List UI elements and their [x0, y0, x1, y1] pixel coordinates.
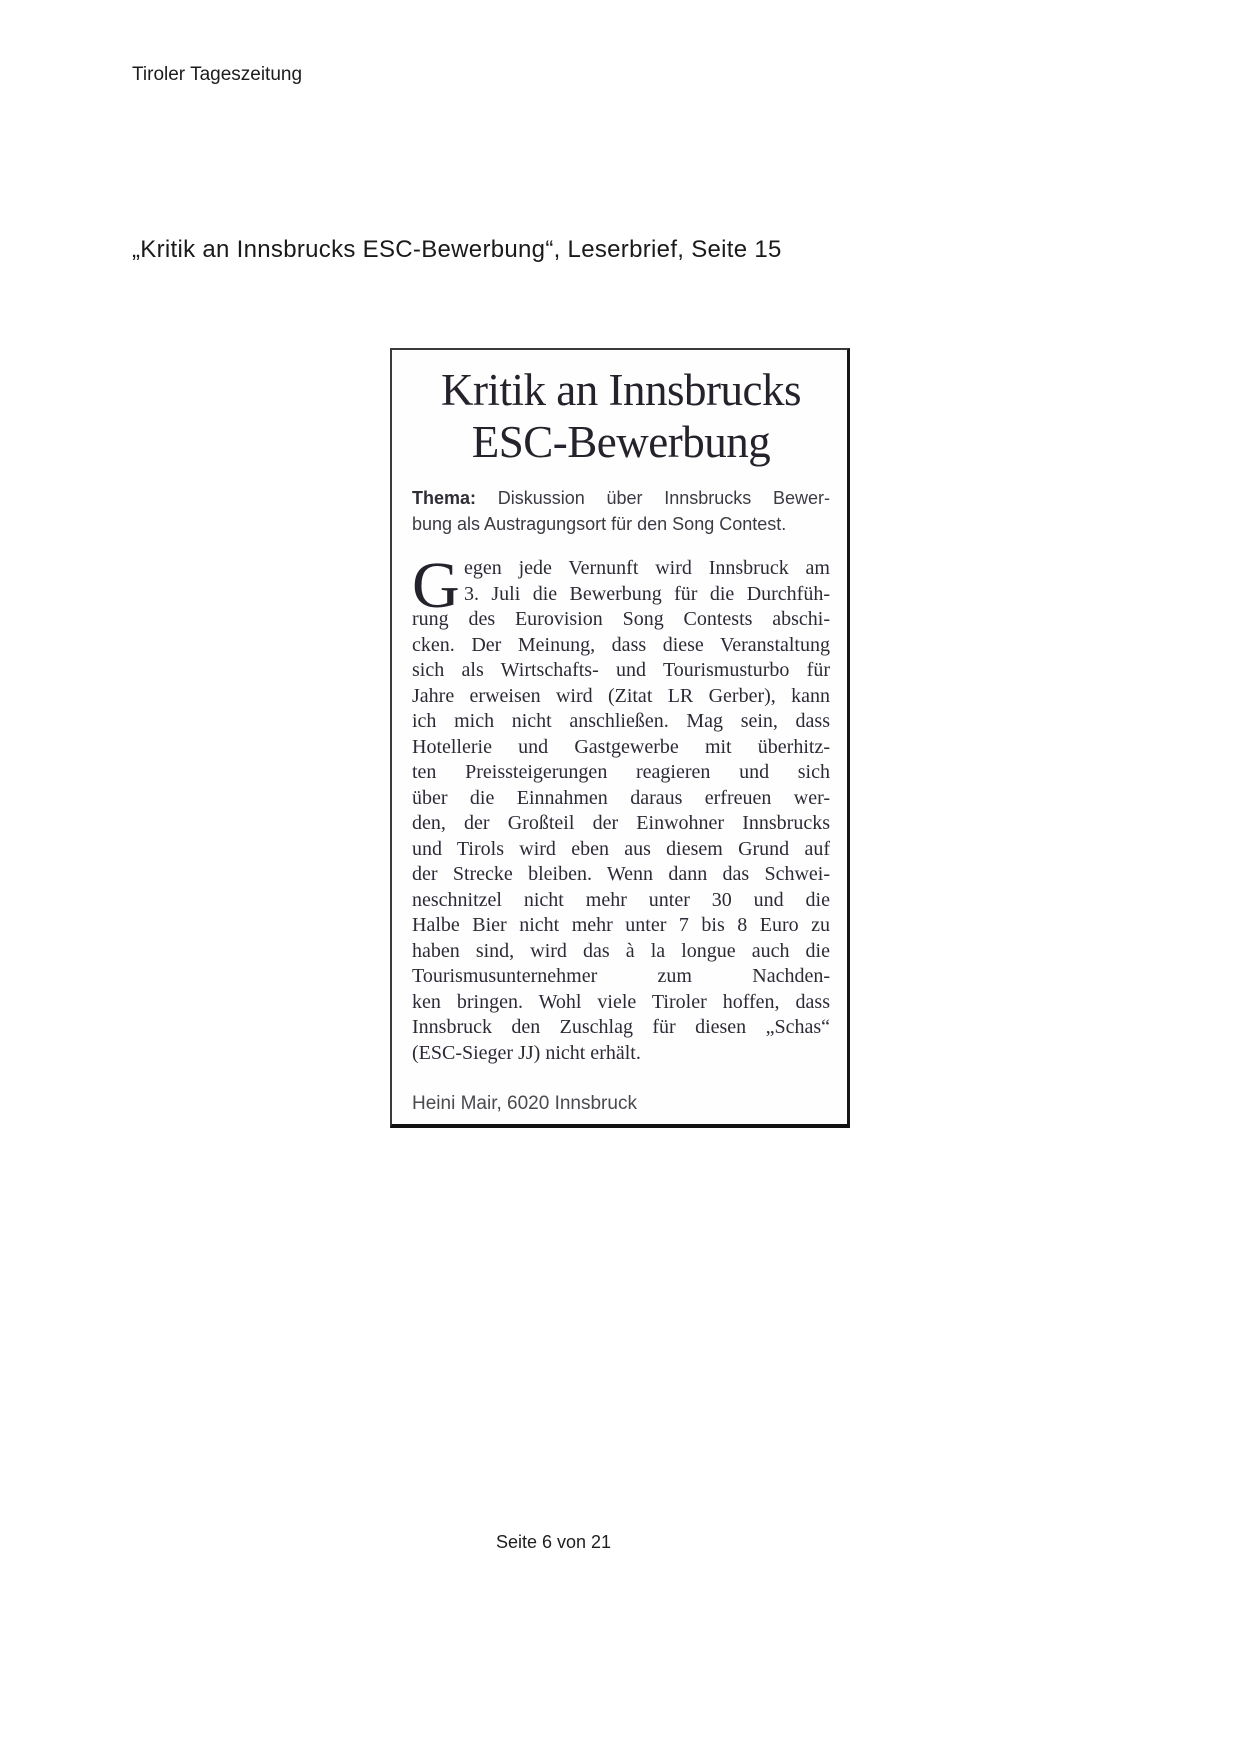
page-number-footer: Seite 6 von 21 [495, 1532, 612, 1552]
body-line: sich als Wirtschafts- und Tourismusturbo für [412, 659, 830, 681]
body-line: Jahre erweisen wird (Zitat LR Gerber), kann [412, 684, 830, 707]
body-line: haben sind, wird das à la longue auch die [412, 939, 830, 962]
body-line: Hotellerie und Gastgewerbe mit überhitz- [412, 735, 830, 758]
clipping-body [412, 549, 830, 1066]
body-line: Halbe Bier nicht mehr unter 7 bis 8 Euro zu [412, 914, 830, 936]
body-line: Innsbruck den Zuschlag für diesen „Schas“ [412, 1016, 830, 1038]
body-line: (ESC-Sieger JJ) nicht erhält. [412, 1041, 641, 1064]
headline-line: ESC-Bewerbung [471, 417, 771, 467]
lede-line-2: bung als Austragungsort für den Song Contest. [412, 514, 787, 534]
lede-line-1 [412, 485, 830, 511]
body-line: 3. Juli die Bewerbung für die Durchfüh- [464, 582, 830, 605]
article-reference-heading: „Kritik an Innsbrucks ESC-Bewerbung“, Leserbrief, Seite 15 [132, 236, 782, 263]
lede-label: Thema: [412, 488, 477, 508]
newspaper-clipping [390, 348, 850, 1128]
drop-cap: G [412, 549, 460, 622]
body-line: egen jede Vernunft wird Innsbruck am [464, 557, 830, 579]
body-line: ich mich nicht anschließen. Mag sein, dass [412, 710, 830, 732]
lede-text: Diskussion über Innsbrucks Bewer- [497, 488, 830, 508]
body-line: Tourismusunternehmer zum Nachden- [412, 965, 830, 987]
body-line: ten Preissteigerungen reagieren und sich [412, 761, 830, 783]
headline-line: Kritik an Innsbrucks [441, 365, 801, 415]
clipping-headline [412, 364, 830, 468]
clipping-lede [412, 485, 830, 537]
body-line: den, der Großteil der Einwohner Innsbrucks [412, 812, 830, 834]
body-line: und Tirols wird eben aus diesem Grund auf [412, 837, 830, 860]
body-line: ken bringen. Wohl viele Tiroler hoffen, dass [412, 990, 830, 1013]
body-text [412, 556, 830, 1066]
body-line: rung des Eurovision Song Contests abschi- [412, 608, 830, 630]
body-line: über die Einnahmen daraus erfreuen wer- [412, 786, 830, 809]
body-line: cken. Der Meinung, dass diese Veranstaltung [412, 633, 830, 656]
body-line: der Strecke bleiben. Wenn dann das Schwei- [412, 863, 830, 885]
clipping-signature: Heini Mair, 6020 Innsbruck [412, 1093, 637, 1114]
publication-name: Tiroler Tageszeitung [132, 64, 303, 85]
body-line: neschnitzel nicht mehr unter 30 und die [412, 888, 830, 911]
